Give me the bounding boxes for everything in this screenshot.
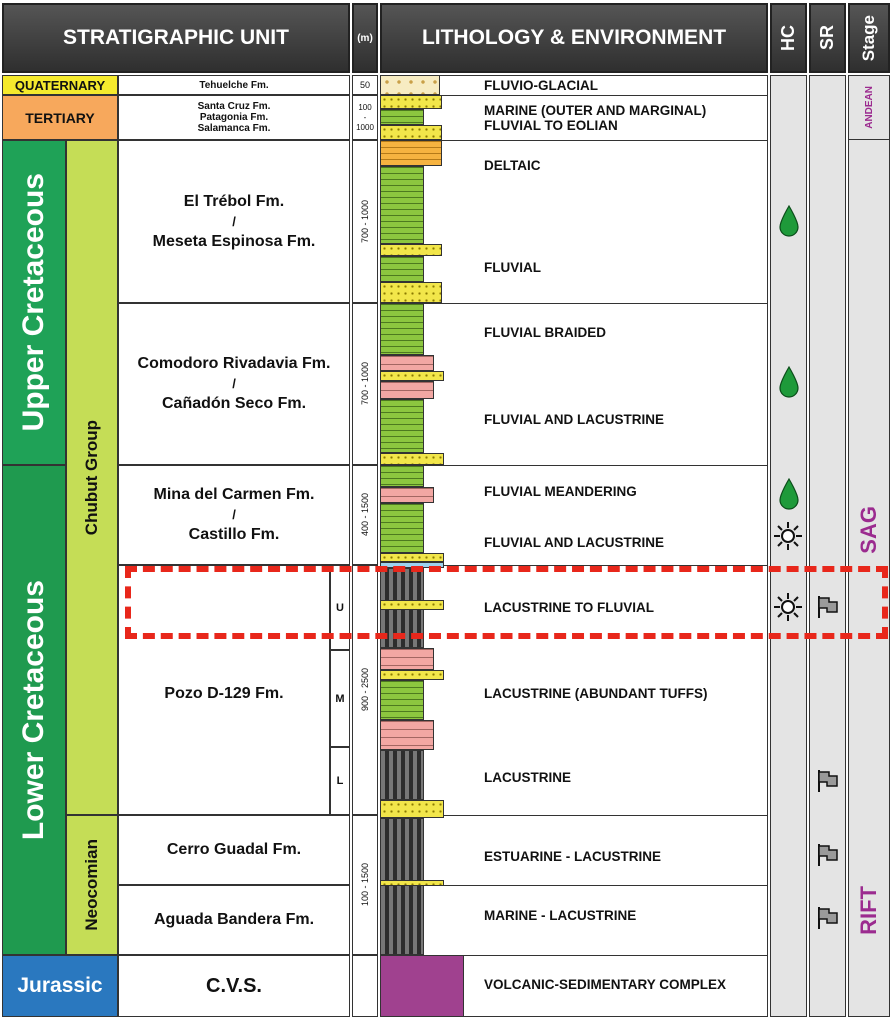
env-estuarine: ESTUARINE - LACUSTRINE [484,849,662,864]
env-fluvial: FLUVIAL [484,260,541,275]
formation-meseta-espinosa: Meseta Espinosa Fm. [152,232,316,250]
formation-comodoro-rivadavia: Comodoro Rivadavia Fm. [137,355,331,372]
volcanic-layer [380,955,464,1017]
castillo-tuff [380,487,434,503]
formation-el-trebol-block [118,140,350,303]
strat-unit-label: STRATIGRAPHIC UNIT [63,26,289,49]
formation-tertiary-group [118,95,350,140]
hc-label: HC [778,25,798,51]
tertiary-sand-layer [380,95,442,109]
fluvio-glacial-layer [380,75,440,95]
pozo-member-u: U [330,565,350,650]
header-stage [848,3,890,73]
sr-column [809,75,846,1017]
pozo-member-m: M [330,650,350,747]
formation-cerro-guadal: Cerro Guadal Fm. [166,841,302,858]
lithology-log [380,75,450,1017]
env-lacustrine-tuffs: LACUSTRINE (ABUNDANT TUFFS) [484,686,708,701]
env-fluvio-glacial: FLUVIO-GLACIAL [484,78,598,93]
pozo-middle-sand [380,670,444,680]
header-thickness [352,3,378,73]
header-hc [770,3,807,73]
comodoro-sand [380,371,444,381]
thickness-comodoro: 700 - 1000 [352,303,378,465]
pozo-lower-sand [380,800,444,818]
group-neocomian: Neocomian [66,815,118,955]
formation-mina-block [118,465,350,565]
pozo-middle-tuff-2 [380,720,434,750]
thickness-label: (m) [357,32,373,44]
env-volcanic: VOLCANIC-SEDIMENTARY COMPLEX [484,977,727,992]
period-quaternary: QUATERNARY [2,75,118,95]
period-tertiary: TERTIARY [2,95,118,140]
env-lacustrine-fluvial: LACUSTRINE TO FLUVIAL [484,600,654,615]
stage-sag: SAG [856,506,881,554]
tertiary-sand-layer-2 [380,125,442,140]
source-rock-flag-icon [815,768,841,794]
formation-separator: / [232,376,236,391]
period-jurassic: Jurassic [2,955,118,1017]
env-deltaic: DELTAIC [484,158,541,173]
source-rock-flag-icon [815,842,841,868]
pozo-member-l: L [330,747,350,815]
formation-cvs-block [118,955,350,1017]
el-trebol-shale-2 [380,256,424,282]
gas-sun-icon [773,521,803,551]
pozo-lower-mudstone [380,750,424,800]
comodoro-shale-2 [380,399,424,453]
formation-aguada-bandera-block [118,885,350,955]
castillo-shale [380,465,424,487]
formation-pozo-d129: Pozo D-129 Fm. [164,685,284,702]
header-sr [809,3,846,73]
oil-drop-icon [778,205,800,237]
formation-tehuelche: Tehuelche Fm. [118,75,350,95]
env-fluvial-lacustrine-1: FLUVIAL AND LACUSTRINE [484,412,664,427]
tertiary-shale-layer [380,109,424,125]
formation-aguada-bandera: Aguada Bandera Fm. [153,911,315,928]
formation-separator: / [232,507,236,522]
stage-label: Stage [859,14,878,62]
el-trebol-sand-2 [380,282,442,303]
formation-salamanca: Salamanca Fm. [197,123,271,134]
formation-canadon-seco: Cañadón Seco Fm. [161,395,307,412]
period-upper-cretaceous: Upper Cretaceous [2,140,66,465]
castillo-sand [380,553,444,562]
formation-el-trebol: El Trébol Fm. [183,192,285,210]
env-fluvial-lacustrine-2: FLUVIAL AND LACUSTRINE [484,535,664,550]
formation-cerro-guadal-block [118,815,350,885]
oil-drop-icon [778,366,800,398]
env-fluvial-meandering: FLUVIAL MEANDERING [484,484,637,499]
comodoro-tuff-2 [380,381,434,399]
deltaic-layer [380,140,442,166]
env-marine-outer: MARINE (OUTER AND MARGINAL) [484,103,707,118]
comodoro-tuff [380,355,434,371]
formation-mina-del-carmen: Mina del Carmen Fm. [153,486,315,503]
pozo-middle-shale [380,680,424,720]
neocomian-sand [380,880,444,886]
thickness-castillo: 400 - 1500 [352,465,378,565]
env-fluvial-braided: FLUVIAL BRAIDED [484,325,607,340]
period-lower-cretaceous: Lower Cretaceous [2,465,66,955]
formation-castillo: Castillo Fm. [188,526,280,543]
thickness-cvs [352,955,378,1017]
highlight-box [125,566,888,639]
formation-patagonia: Patagonia Fm. [199,112,269,123]
stage-andean: ANDEAN [848,75,890,140]
group-chubut: Chubut Group [66,140,118,815]
env-fluvial-eolian: FLUVIAL TO EOLIAN [484,118,618,133]
oil-drop-icon [778,478,800,510]
thickness-neocomian: 100 - 1500 [352,815,378,955]
thickness-quaternary: 50 [352,75,378,95]
comodoro-sand-2 [380,453,444,465]
castillo-shale-2 [380,503,424,553]
source-rock-flag-icon [815,905,841,931]
formation-comodoro-block [118,303,350,465]
header-strat-unit [2,3,350,73]
env-lacustrine: LACUSTRINE [484,770,571,785]
comodoro-shale [380,303,424,355]
el-trebol-sand [380,244,442,256]
thickness-el-trebol: 700 - 1000 [352,140,378,303]
env-marine-lacustrine: MARINE - LACUSTRINE [484,908,637,923]
pozo-middle-tuff [380,648,434,670]
formation-santa-cruz: Santa Cruz Fm. [197,101,271,112]
lithology-label: LITHOLOGY & ENVIRONMENT [421,26,727,49]
el-trebol-shale [380,166,424,244]
sr-label: SR [817,25,837,51]
thickness-pozo: 900 - 2500 [352,565,378,815]
stage-rift: RIFT [856,885,881,935]
formation-cvs: C.V.S. [206,974,262,997]
neocomian-mudstone [380,818,424,955]
header-lithology [380,3,768,73]
formation-separator: / [232,213,236,229]
thickness-tertiary: 100 - 1000 [352,95,378,140]
